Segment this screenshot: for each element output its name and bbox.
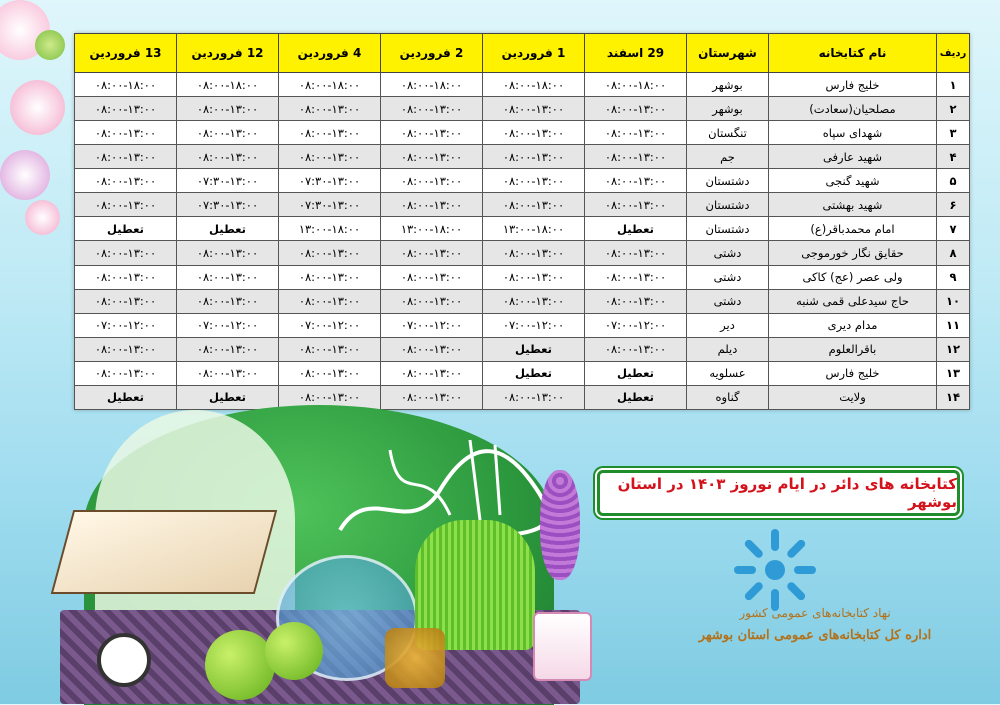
- table-row: [75, 145, 970, 169]
- hours-cell: ۰۸:۰۰-۱۳:۰۰: [585, 121, 687, 145]
- city-cell: جم: [687, 145, 769, 169]
- hours-cell: ۰۸:۰۰-۱۳:۰۰: [585, 241, 687, 265]
- col-header-date: 4 فروردین: [279, 34, 381, 73]
- library-name-cell: ولی عصر (عج) کاکی: [769, 265, 937, 289]
- hours-cell: ۰۸:۰۰-۱۳:۰۰: [177, 145, 279, 169]
- hours-cell: تعطیل: [585, 385, 687, 409]
- hours-cell: ۰۸:۰۰-۱۳:۰۰: [75, 121, 177, 145]
- hours-cell: ۰۸:۰۰-۱۳:۰۰: [177, 289, 279, 313]
- row-index-cell: ۱۲: [937, 337, 970, 361]
- table-row: [75, 169, 970, 193]
- hours-cell: ۰۸:۰۰-۱۳:۰۰: [279, 145, 381, 169]
- hours-cell: ۰۸:۰۰-۱۳:۰۰: [279, 265, 381, 289]
- city-cell: گناوه: [687, 385, 769, 409]
- row-index-cell: ۷: [937, 217, 970, 241]
- hours-cell: تعطیل: [177, 385, 279, 409]
- row-index-cell: ۱۳: [937, 361, 970, 385]
- table-row: [75, 265, 970, 289]
- hours-cell: ۰۸:۰۰-۱۳:۰۰: [483, 385, 585, 409]
- hours-cell: ۰۸:۰۰-۱۳:۰۰: [483, 241, 585, 265]
- table-row: [75, 73, 970, 97]
- hours-cell: ۰۸:۰۰-۱۳:۰۰: [75, 169, 177, 193]
- hours-cell: ۰۸:۰۰-۱۳:۰۰: [177, 265, 279, 289]
- city-cell: دشتستان: [687, 169, 769, 193]
- hours-cell: تعطیل: [75, 385, 177, 409]
- hours-cell: ۰۸:۰۰-۱۳:۰۰: [483, 97, 585, 121]
- row-index-cell: ۶: [937, 193, 970, 217]
- hours-cell: ۰۸:۰۰-۱۳:۰۰: [75, 193, 177, 217]
- hours-cell: ۱۳:۰۰-۱۸:۰۰: [279, 217, 381, 241]
- col-header-index: ردیف: [937, 34, 970, 73]
- hours-cell: ۰۸:۰۰-۱۳:۰۰: [483, 289, 585, 313]
- org-name-national: نهاد کتابخانه‌های عمومی کشور: [739, 606, 891, 620]
- library-name-cell: حقایق نگار خورموجی: [769, 241, 937, 265]
- col-header-date: 29 اسفند: [585, 34, 687, 73]
- city-cell: دیر: [687, 313, 769, 337]
- hours-cell: تعطیل: [177, 217, 279, 241]
- library-name-cell: مدام دیری: [769, 313, 937, 337]
- table-row: [75, 217, 970, 241]
- hours-cell: ۰۸:۰۰-۱۳:۰۰: [177, 97, 279, 121]
- city-cell: دشتی: [687, 265, 769, 289]
- hours-cell: تعطیل: [483, 337, 585, 361]
- apple-icon: [265, 622, 323, 680]
- hours-cell: ۰۷:۳۰-۱۳:۰۰: [177, 169, 279, 193]
- library-schedule-table: [74, 33, 970, 410]
- city-cell: بوشهر: [687, 73, 769, 97]
- table-row: [75, 121, 970, 145]
- hours-cell: ۰۸:۰۰-۱۳:۰۰: [585, 145, 687, 169]
- hours-cell: ۰۸:۰۰-۱۳:۰۰: [483, 145, 585, 169]
- library-name-cell: شهید بهشتی: [769, 193, 937, 217]
- col-header-city: شهرستان: [687, 34, 769, 73]
- hours-cell: ۰۸:۰۰-۱۳:۰۰: [381, 385, 483, 409]
- table-header-row: [75, 34, 970, 73]
- org-name-provincial: اداره کل کتابخانه‌های عمومی استان بوشهر: [698, 628, 932, 643]
- row-index-cell: ۱۱: [937, 313, 970, 337]
- hours-cell: ۰۷:۰۰-۱۲:۰۰: [177, 313, 279, 337]
- hours-cell: ۰۸:۰۰-۱۳:۰۰: [279, 97, 381, 121]
- row-index-cell: ۲: [937, 97, 970, 121]
- hours-cell: ۰۸:۰۰-۱۳:۰۰: [177, 337, 279, 361]
- hours-cell: ۰۸:۰۰-۱۳:۰۰: [585, 289, 687, 313]
- hours-cell: ۰۸:۰۰-۱۳:۰۰: [483, 265, 585, 289]
- hours-cell: ۰۸:۰۰-۱۳:۰۰: [585, 193, 687, 217]
- table-row: [75, 97, 970, 121]
- hours-cell: ۰۸:۰۰-۱۳:۰۰: [483, 121, 585, 145]
- hours-cell: ۰۸:۰۰-۱۳:۰۰: [381, 289, 483, 313]
- hours-cell: ۰۸:۰۰-۱۳:۰۰: [585, 169, 687, 193]
- col-header-date: 12 فروردین: [177, 34, 279, 73]
- hours-cell: ۰۸:۰۰-۱۳:۰۰: [483, 193, 585, 217]
- table-row: [75, 289, 970, 313]
- hours-cell: ۰۷:۳۰-۱۳:۰۰: [177, 193, 279, 217]
- hours-cell: ۰۸:۰۰-۱۳:۰۰: [279, 289, 381, 313]
- coins-jar-icon: [385, 628, 445, 688]
- hours-cell: ۰۸:۰۰-۱۳:۰۰: [381, 169, 483, 193]
- vase-icon: [533, 612, 592, 681]
- col-header-date: 1 فروردین: [483, 34, 585, 73]
- hours-cell: ۰۷:۳۰-۱۳:۰۰: [279, 193, 381, 217]
- hours-cell: ۰۸:۰۰-۱۳:۰۰: [279, 121, 381, 145]
- hours-cell: ۰۷:۰۰-۱۲:۰۰: [75, 313, 177, 337]
- hours-cell: ۰۸:۰۰-۱۳:۰۰: [585, 265, 687, 289]
- row-index-cell: ۱۰: [937, 289, 970, 313]
- row-index-cell: ۴: [937, 145, 970, 169]
- banner-title: کتابخانه های دائر در ایام نوروز ۱۴۰۳ در استان بوشهر: [617, 475, 957, 511]
- hours-cell: ۰۸:۰۰-۱۳:۰۰: [177, 121, 279, 145]
- hours-cell: ۰۸:۰۰-۱۸:۰۰: [585, 73, 687, 97]
- hours-cell: ۰۸:۰۰-۱۳:۰۰: [279, 241, 381, 265]
- hours-cell: تعطیل: [585, 361, 687, 385]
- library-name-cell: مصلحیان(سعادت): [769, 97, 937, 121]
- hours-cell: ۰۸:۰۰-۱۳:۰۰: [177, 361, 279, 385]
- col-header-date: 2 فروردین: [381, 34, 483, 73]
- hours-cell: تعطیل: [585, 217, 687, 241]
- hours-cell: ۰۸:۰۰-۱۳:۰۰: [381, 145, 483, 169]
- hours-cell: ۰۸:۰۰-۱۳:۰۰: [381, 265, 483, 289]
- city-cell: دشتی: [687, 289, 769, 313]
- hours-cell: ۰۸:۰۰-۱۸:۰۰: [279, 73, 381, 97]
- schedule-table-container: [74, 33, 970, 410]
- city-cell: بوشهر: [687, 97, 769, 121]
- city-cell: عسلویه: [687, 361, 769, 385]
- hours-cell: ۰۸:۰۰-۱۸:۰۰: [75, 73, 177, 97]
- library-name-cell: خلیج فارس: [769, 73, 937, 97]
- hours-cell: ۱۳:۰۰-۱۸:۰۰: [381, 217, 483, 241]
- table-row: [75, 241, 970, 265]
- hours-cell: ۰۸:۰۰-۱۳:۰۰: [75, 361, 177, 385]
- hours-cell: ۰۸:۰۰-۱۸:۰۰: [381, 73, 483, 97]
- hours-cell: ۰۸:۰۰-۱۸:۰۰: [483, 73, 585, 97]
- hours-cell: ۰۸:۰۰-۱۳:۰۰: [381, 121, 483, 145]
- row-index-cell: ۱۴: [937, 385, 970, 409]
- table-row: [75, 193, 970, 217]
- col-header-library-name: نام کتابخانه: [769, 34, 937, 73]
- hours-cell: ۰۸:۰۰-۱۳:۰۰: [75, 97, 177, 121]
- city-cell: دشتستان: [687, 217, 769, 241]
- hours-cell: ۰۷:۳۰-۱۳:۰۰: [279, 169, 381, 193]
- hours-cell: ۰۸:۰۰-۱۳:۰۰: [381, 193, 483, 217]
- table-row: [75, 337, 970, 361]
- clock-icon: [97, 633, 151, 687]
- row-index-cell: ۹: [937, 265, 970, 289]
- title-banner: [597, 470, 960, 516]
- library-name-cell: ولایت: [769, 385, 937, 409]
- library-name-cell: شهید عارفی: [769, 145, 937, 169]
- hours-cell: ۰۷:۰۰-۱۲:۰۰: [279, 313, 381, 337]
- hours-cell: ۰۸:۰۰-۱۳:۰۰: [381, 97, 483, 121]
- city-cell: دشتی: [687, 241, 769, 265]
- col-header-date: 13 فروردین: [75, 34, 177, 73]
- hours-cell: ۰۸:۰۰-۱۳:۰۰: [381, 337, 483, 361]
- hours-cell: ۰۷:۰۰-۱۲:۰۰: [381, 313, 483, 337]
- hours-cell: ۰۸:۰۰-۱۳:۰۰: [279, 361, 381, 385]
- city-cell: تنگستان: [687, 121, 769, 145]
- hours-cell: تعطیل: [483, 361, 585, 385]
- hours-cell: ۰۸:۰۰-۱۳:۰۰: [279, 385, 381, 409]
- hours-cell: ۰۸:۰۰-۱۳:۰۰: [483, 169, 585, 193]
- hours-cell: ۰۸:۰۰-۱۳:۰۰: [75, 241, 177, 265]
- hours-cell: ۰۸:۰۰-۱۳:۰۰: [75, 289, 177, 313]
- library-logo-icon: [730, 525, 820, 615]
- open-book-icon: [51, 510, 278, 594]
- row-index-cell: ۸: [937, 241, 970, 265]
- hours-cell: ۰۸:۰۰-۱۸:۰۰: [177, 73, 279, 97]
- hours-cell: ۰۸:۰۰-۱۳:۰۰: [75, 265, 177, 289]
- library-name-cell: شهید گنجی: [769, 169, 937, 193]
- hours-cell: ۰۸:۰۰-۱۳:۰۰: [381, 241, 483, 265]
- hyacinth-flower-icon: [540, 470, 580, 580]
- hours-cell: ۰۸:۰۰-۱۳:۰۰: [75, 337, 177, 361]
- library-name-cell: باقرالعلوم: [769, 337, 937, 361]
- hours-cell: ۰۸:۰۰-۱۳:۰۰: [585, 97, 687, 121]
- row-index-cell: ۵: [937, 169, 970, 193]
- library-name-cell: خلیج فارس: [769, 361, 937, 385]
- hours-cell: تعطیل: [75, 217, 177, 241]
- city-cell: دیلم: [687, 337, 769, 361]
- library-name-cell: حاج سیدعلی قمی شنبه: [769, 289, 937, 313]
- hours-cell: ۰۸:۰۰-۱۳:۰۰: [279, 337, 381, 361]
- library-name-cell: امام محمدباقر(ع): [769, 217, 937, 241]
- row-index-cell: ۳: [937, 121, 970, 145]
- hours-cell: ۰۸:۰۰-۱۳:۰۰: [585, 337, 687, 361]
- table-row: [75, 385, 970, 409]
- table-row: [75, 313, 970, 337]
- hours-cell: ۰۸:۰۰-۱۳:۰۰: [75, 145, 177, 169]
- hours-cell: ۱۳:۰۰-۱۸:۰۰: [483, 217, 585, 241]
- library-name-cell: شهدای سپاه: [769, 121, 937, 145]
- apple-icon: [205, 630, 275, 700]
- city-cell: دشتستان: [687, 193, 769, 217]
- row-index-cell: ۱: [937, 73, 970, 97]
- table-row: [75, 361, 970, 385]
- hours-cell: ۰۷:۰۰-۱۲:۰۰: [585, 313, 687, 337]
- hours-cell: ۰۷:۰۰-۱۲:۰۰: [483, 313, 585, 337]
- hours-cell: ۰۸:۰۰-۱۳:۰۰: [381, 361, 483, 385]
- hours-cell: ۰۸:۰۰-۱۳:۰۰: [177, 241, 279, 265]
